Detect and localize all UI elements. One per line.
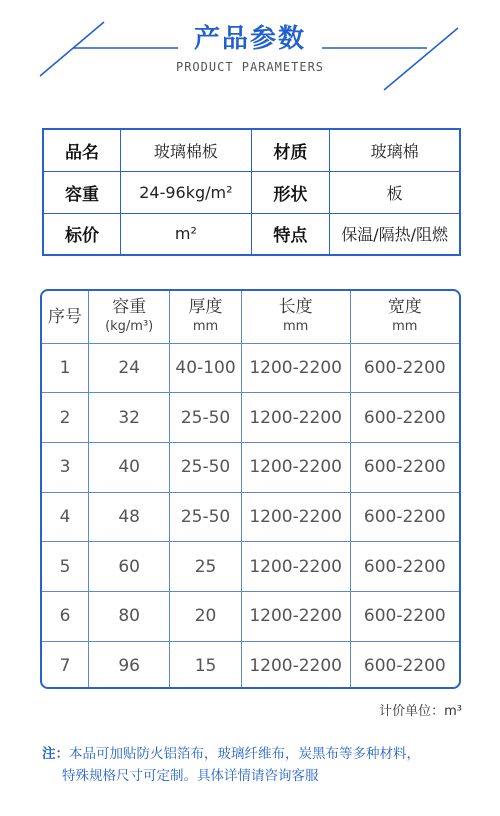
table-row [42,641,459,689]
cell-thickness: 25-50 [170,492,241,542]
table-row [42,393,459,443]
cell-thickness: 25-50 [170,442,241,492]
cell-width: 600-2200 [350,442,459,492]
info-value: 24-96kg/m² [121,171,252,213]
info-value: m² [121,213,252,255]
header-no: 序号 [42,291,88,343]
cell-no: 1 [42,343,88,393]
page-subtitle: PRODUCT PARAMETERS [175,60,325,74]
table-row [42,542,459,592]
header-width-unit: mm [392,318,418,334]
spec-table [42,291,459,689]
cell-no: 5 [42,542,88,592]
cell-length: 1200-2200 [241,641,350,689]
cell-thickness: 15 [170,641,241,689]
cell-width: 600-2200 [350,492,459,542]
info-row [43,213,460,255]
cell-length: 1200-2200 [241,591,350,641]
spec-table-container [40,289,461,689]
cell-width: 600-2200 [350,343,459,393]
header-width: 宽度 mm [350,291,459,343]
info-key: 特点 [251,213,330,255]
info-value: 板 [330,171,460,213]
info-key: 容重 [43,171,121,213]
cell-no: 4 [42,492,88,542]
info-value: 玻璃棉 [330,129,460,171]
cell-no: 6 [42,591,88,641]
cell-thickness: 25-50 [170,393,241,443]
cell-length: 1200-2200 [241,492,350,542]
cell-no: 2 [42,393,88,443]
cell-density: 40 [88,442,169,492]
cell-thickness: 25 [170,542,241,592]
cell-density: 32 [88,393,169,443]
pricing-unit-note: 计价单位：m³ [379,704,462,719]
cell-width: 600-2200 [350,641,459,689]
footnote-line-1: 本品可加贴防火铝箔布，玻璃纤维布，炭黑布等多种材料， [69,746,420,762]
header-thickness-unit: mm [192,318,219,334]
footnote-label: 注： [42,746,69,762]
cell-width: 600-2200 [350,591,459,641]
info-row [43,171,460,213]
cell-thickness: 20 [170,591,241,641]
cell-density: 96 [88,641,169,689]
cell-density: 60 [88,542,169,592]
cell-no: 3 [42,442,88,492]
cell-density: 24 [88,343,169,393]
cell-length: 1200-2200 [241,393,350,443]
cell-thickness: 40-100 [170,343,241,393]
footnote [42,743,482,787]
header [0,0,500,110]
footnote-line-2: 特殊规格尺寸可定制。具体详情请咨询客服 [62,768,319,784]
table-row [42,492,459,542]
table-row [42,442,459,492]
cell-length: 1200-2200 [241,542,350,592]
table-row [42,343,459,393]
info-value: 保温/隔热/阻燃 [330,213,460,255]
info-key: 品名 [43,129,121,171]
info-key: 形状 [251,171,330,213]
cell-no: 7 [42,641,88,689]
table-row [42,591,459,641]
cell-width: 600-2200 [350,393,459,443]
header-length-unit: mm [282,318,309,334]
cell-length: 1200-2200 [241,343,350,393]
info-key: 材质 [251,129,330,171]
info-key: 标价 [43,213,121,255]
spec-header-row [42,291,459,343]
header-thickness: 厚度 mm [170,291,241,343]
product-info-table [42,128,461,256]
header-density-unit: (kg/m³) [105,318,154,334]
cell-density: 80 [88,591,169,641]
info-row [43,129,460,171]
cell-density: 48 [88,492,169,542]
header-density: 容重 (kg/m³) [88,291,169,343]
info-value: 玻璃棉板 [121,129,252,171]
cell-width: 600-2200 [350,542,459,592]
page-title: 产品参数 [193,24,306,54]
cell-length: 1200-2200 [241,442,350,492]
header-length: 长度 mm [241,291,350,343]
header-decoration [0,0,500,110]
